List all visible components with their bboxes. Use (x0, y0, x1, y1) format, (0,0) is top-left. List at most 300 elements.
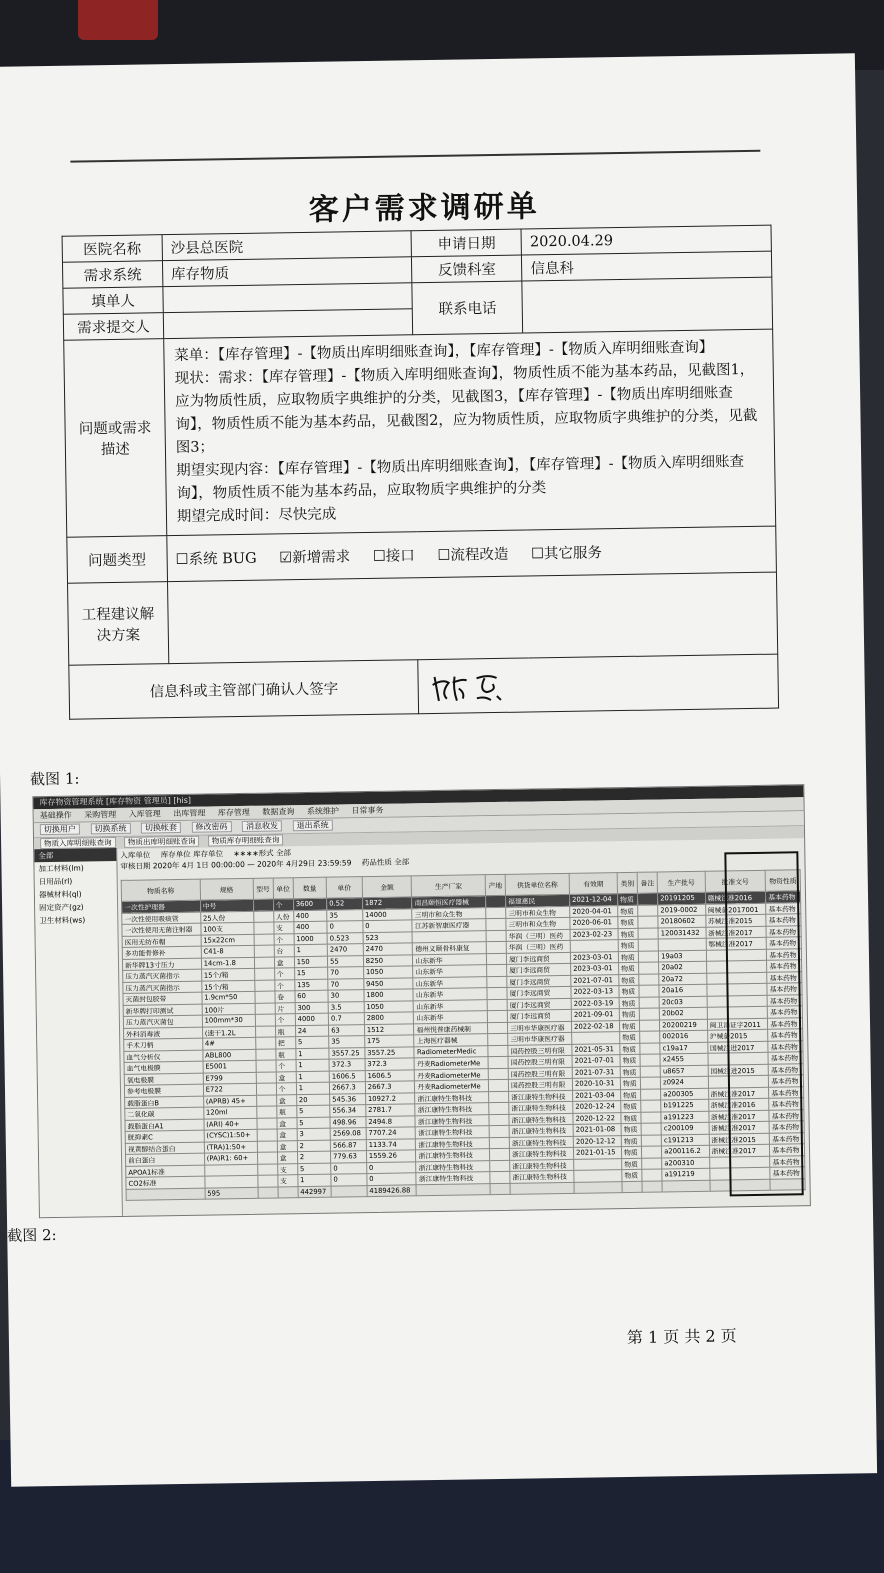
shot-table-cell: 2022-03-13 (571, 986, 619, 998)
shot-table-cell (639, 973, 659, 985)
shot-table-cell: 物质 (620, 1054, 640, 1066)
shot-table-cell: 2023-03-01 (571, 963, 619, 975)
shot-table-cell: 基本药物 (769, 1109, 804, 1121)
shot-table-cell: 2022-02-18 (572, 1020, 620, 1032)
shot-table-cell: 135 (294, 979, 328, 991)
shot-table-cell: 55 (327, 955, 363, 967)
shot-menu-item: 日常事务 (351, 805, 384, 816)
shot-table-cell: 山东新华 (413, 965, 487, 978)
shot-menu-item: 出库管理 (173, 808, 206, 819)
shot-table-cell: 523 (363, 931, 413, 943)
shot-table-cell: 压力蒸汽灭菌指示 (123, 969, 202, 982)
shot-table-cell (257, 1129, 277, 1141)
shot-table-cell (254, 934, 274, 946)
shot-table-cell (570, 940, 618, 952)
shot-table-cell: (TRA)1:50+ (204, 1141, 257, 1153)
shot-table-cell: 70 (328, 978, 364, 990)
desc-line-deadline: 期望完成时间：尽快完成 (176, 506, 337, 525)
shot-table-cell: 175 (364, 1035, 414, 1047)
shot-table-cell (254, 945, 274, 957)
shot-table-cell (254, 968, 274, 980)
shot-table-cell: 基本药物 (770, 1155, 805, 1167)
shot-table-cell: 血气分析仪 (124, 1050, 203, 1063)
shot-table-cell: 1800 (364, 989, 414, 1001)
shot-table-cell (487, 1022, 507, 1034)
dept-label: 反馈科室 (412, 255, 522, 283)
shot-table-cell: 2020-04-01 (570, 905, 618, 917)
shot-table-cell: 基本药物 (768, 1063, 803, 1075)
shot-table-cell: 372.3 (365, 1058, 415, 1070)
shot-table-cell: 物质 (618, 893, 638, 905)
shot-column-header: 单位 (273, 878, 293, 899)
shot-menu-item: 数据查询 (262, 807, 295, 817)
screenshot1-caption: 截图 1: (29, 769, 80, 789)
shot-table-cell: 60 (295, 990, 329, 1002)
shot-table-cell: 2021-05-31 (572, 1043, 620, 1055)
form-title: 客户需求调研单 (308, 189, 540, 228)
shot-table-cell: 基本药物 (770, 1144, 805, 1156)
shot-table-cell: 2021-09-01 (571, 1009, 619, 1021)
shot-table-cell (658, 938, 706, 950)
shot-table-cell: 人份 (273, 910, 293, 922)
shot-table-cell: 基本药物 (768, 1029, 803, 1041)
shot-table-cell (488, 1056, 508, 1068)
shot-table-cell: 63 (329, 1024, 365, 1036)
shot-table-cell: 浙江康特生物科技 (510, 1170, 574, 1183)
shot-table-cell: 前白蛋白 (125, 1153, 204, 1166)
shot-table-cell: 2021-01-15 (574, 1147, 622, 1159)
shot-total-cell (126, 1188, 205, 1201)
shot-table-cell (642, 1169, 662, 1181)
dept-value: 信息科 (522, 251, 772, 281)
shot-filter: 药品性质 全部 (361, 857, 410, 868)
shot-table-cell: 个 (276, 1083, 296, 1095)
shot-table-cell: 鄂械注准2017 (706, 937, 767, 949)
filler-label: 填单人 (63, 287, 163, 315)
shot-table-cell: 2494.8 (366, 1115, 416, 1127)
shot-table-cell (641, 1100, 661, 1112)
shot-table-cell: a191223 (661, 1111, 709, 1123)
shot-table-cell: 基本药物 (769, 1086, 804, 1098)
shot-table-cell: 2021-07-31 (572, 1066, 620, 1078)
shot-table-cell (253, 899, 273, 911)
shot-table-cell: 浙械注准2016 (708, 1098, 769, 1110)
shot-table-cell: 支 (278, 1175, 298, 1187)
shot-table-cell: 2020-12-24 (573, 1101, 621, 1113)
shot-table-cell (638, 950, 658, 962)
shot-total-cell (642, 1180, 662, 1192)
shot-table-cell: u8657 (660, 1065, 708, 1077)
shot-table-cell: 物质 (622, 1146, 642, 1158)
shot-table-cell: c19a17 (660, 1042, 708, 1054)
shot-table-cell: 外科消毒液 (124, 1027, 203, 1040)
shot-table-cell: 1606.5 (329, 1070, 365, 1082)
shot-table-cell: 100片 (202, 1003, 255, 1015)
shot-table-cell: 丹麦RadiometerMe (415, 1068, 489, 1081)
shot-table-cell: 基本药物 (767, 960, 802, 972)
shot-column-header: 类别 (617, 872, 637, 893)
shot-table-cell: 瓶 (276, 1048, 296, 1060)
shot-table-cell: 国药控股三明有限 (508, 1055, 572, 1068)
shot-table-cell: 支 (277, 1163, 297, 1175)
shot-table-cell (257, 1152, 277, 1164)
shot-table-cell: 基本药物 (769, 1121, 804, 1133)
shot-table-cell (641, 1134, 661, 1146)
shot-table-cell: 002016 (660, 1030, 708, 1042)
shot-table-cell: 15x22cm (201, 934, 254, 946)
shot-table-cell: 浙械注准2017 (709, 1144, 770, 1156)
shot-table-cell: (CYSC)1:50+ (204, 1129, 257, 1141)
shot-table-cell: 浙械注准2017 (708, 1087, 769, 1099)
shot-table-cell: 一次性护理器 (122, 900, 201, 913)
shot-filter: 审核日期 2020年 4月 1日 00:00:00 — 2020年 4月29日 23:59:59 (120, 858, 352, 871)
shot-table-cell: 新华牌打印测试 (123, 1004, 202, 1017)
shot-column-header: 批准文号 (705, 870, 766, 892)
apply-date-value: 2020.04.29 (521, 225, 771, 255)
hospital-value: 沙县总医院 (162, 231, 412, 261)
shot-menu-item: 入库管理 (128, 809, 161, 819)
shot-table-cell: 4# (202, 1037, 255, 1049)
type-option-new-request[interactable]: ☑新增需求 (279, 549, 351, 567)
shot-table-cell: 20191205 (658, 892, 706, 904)
shot-table-cell: (速干1.2L (202, 1026, 255, 1038)
shot-column-header: 物质名称 (121, 879, 200, 901)
shot-total-cell: 442997 (298, 1186, 332, 1198)
submitter-value (163, 309, 413, 339)
shot-window-title: 库存物资管理系统 [库存物资 管理员] [his] (33, 785, 803, 809)
shot-table-cell: 盒 (276, 1071, 296, 1083)
shot-column-header: 数量 (293, 877, 327, 899)
shot-table-cell: 个 (273, 899, 293, 911)
shot-table-cell: 物质 (619, 997, 639, 1009)
shot-table-cell: 山东新华 (413, 976, 487, 989)
shot-table-cell: 0.7 (328, 1013, 364, 1025)
shot-column-header: 备注 (637, 872, 657, 893)
shot-table-cell: RadiometerMedic (414, 1045, 488, 1058)
shot-total-cell (662, 1180, 710, 1192)
shot-table-cell: 浙江康特生物科技 (509, 1124, 573, 1137)
shot-table-cell: 20a72 (659, 973, 707, 985)
shot-table-cell: 苏械注准2015 (705, 914, 766, 926)
shot-table-cell (639, 962, 659, 974)
problem-description (164, 329, 776, 536)
shot-table-cell: 基本药物 (766, 937, 801, 949)
shot-table-cell: 浙江康特生物科技 (415, 1103, 489, 1116)
shot-table-cell: 丹麦RadiometerMe (415, 1080, 489, 1093)
shot-table-cell: 基本药物 (768, 1040, 803, 1052)
shot-table-cell (488, 1079, 508, 1091)
shot-table-cell: 7707.24 (366, 1127, 416, 1139)
shot-table-cell: 浙械注准2017 (706, 926, 767, 938)
shot-table-cell: 2021-12-04 (570, 894, 618, 906)
shot-table-cell: 国械注进2017 (707, 1041, 768, 1053)
shot-total-cell: 595 (205, 1187, 258, 1199)
shot-filter: ∗∗∗∗形式 全部 (233, 848, 292, 859)
shot-table-cell: 2020-10-31 (572, 1078, 620, 1090)
shot-table-cell (257, 1175, 277, 1187)
shot-table-cell: 瓶 (276, 1106, 296, 1118)
shot-table-cell: 三明市和众生物 (506, 906, 570, 919)
shot-table-cell: 150 (294, 956, 328, 968)
shot-table-cell: ABL800 (203, 1049, 256, 1061)
shot-table-cell (255, 1014, 275, 1026)
system-value: 库存物质 (162, 257, 412, 287)
shot-table-cell: 5 (297, 1117, 331, 1129)
apply-date-label: 申请日期 (411, 229, 521, 257)
shot-table-cell: 1050 (364, 1000, 414, 1012)
shot-column-header: 规格 (200, 878, 253, 900)
shot-table-cell: 3557.25 (365, 1046, 415, 1058)
phone-label: 联系电话 (412, 281, 523, 335)
shot-table-cell: 1.9cm*50 (202, 991, 255, 1003)
shot-menu-item: 基础操作 (39, 810, 72, 821)
shot-table-cell (640, 1019, 660, 1031)
shot-total-cell (278, 1186, 298, 1198)
shot-table-cell: 20200219 (660, 1019, 708, 1031)
shot-table-cell: 浙江康特生物科技 (416, 1149, 490, 1162)
shot-table-cell: (APRB) 45+ (203, 1095, 256, 1107)
shot-table-cell (574, 1158, 622, 1170)
shot-table-cell: 566.87 (330, 1139, 366, 1151)
shot-table-cell: 物质 (618, 951, 638, 963)
shot-table-cell: 基本药物 (767, 971, 802, 983)
request-form-table (62, 225, 780, 720)
shot-table-cell (487, 964, 507, 976)
shot-table-cell: 浙江康特生物科技 (510, 1159, 574, 1172)
shot-table-cell: 浙江康特生物科技 (416, 1160, 490, 1173)
shot-table-cell: 血气电极膜 (124, 1061, 203, 1074)
shot-table-cell: 物质 (622, 1169, 642, 1181)
shot-table-cell: 0 (363, 920, 413, 932)
shot-table-cell: 个 (274, 979, 294, 991)
shot-table-cell: 10927.2 (365, 1092, 415, 1104)
shot-tree-item: 器械材料(ql) (38, 889, 82, 900)
shot-table-cell: 4000 (295, 1013, 329, 1025)
screenshot2-caption: 截图 2: (7, 1225, 57, 1245)
shot-table-cell: 物质 (618, 905, 638, 917)
type-option-bug[interactable]: ☐系统 BUG (175, 550, 257, 569)
shot-table-cell: 物质 (619, 974, 639, 986)
shot-grid (121, 869, 806, 1201)
shot-table-cell: (ARI) 40+ (204, 1118, 257, 1130)
shot-table-cell: 3557.25 (329, 1047, 365, 1059)
shot-table-cell: 物质 (620, 1066, 640, 1078)
shot-table-cell: 基本药物 (766, 902, 801, 914)
shot-table-cell: 20a16 (659, 984, 707, 996)
shot-table-cell (256, 1060, 276, 1072)
shot-table-cell: 浙江康特生物科技 (416, 1126, 490, 1139)
shot-table-cell: 30 (328, 990, 364, 1002)
type-option-interface[interactable]: ☐接口 (372, 548, 415, 565)
shot-table-cell (254, 957, 274, 969)
shot-column-header: 产地 (485, 874, 505, 895)
shot-table-cell: 20180602 (658, 915, 706, 927)
shot-table-cell (638, 904, 658, 916)
shot-table-cell: 支 (274, 922, 294, 934)
desc-line-status: 现状：需求：【库存管理】-【物质入库明细账查询】，物质性质不能为基本药品，见截图1，应为物质性质，应取物质字典维护的分类，见截图3，【库存管理】-【物质出库明细账查询】，物质性质不能为基本药品，见截图2，应为物质性质，应取物质字典维护的分类，见截图3； (174, 361, 758, 456)
shot-table-cell: 0 (331, 1174, 367, 1186)
shot-table-cell: 20 (296, 1094, 330, 1106)
problem-label: 问题或需求描述 (64, 339, 167, 538)
shot-table-cell: 2020-06-01 (570, 917, 618, 929)
shot-table-cell (486, 930, 506, 942)
shot-table-cell: 1133.74 (366, 1138, 416, 1150)
shot-table-cell: 基本药物 (767, 994, 802, 1006)
shot-table-cell: 物质 (622, 1158, 642, 1170)
shot-table-cell: 江苏新智康医疗器 (412, 919, 486, 932)
shot-table-cell: 华润（三明）医药 (506, 940, 570, 953)
shot-table-cell: 2470 (327, 944, 363, 956)
shot-table-cell: 35 (329, 1036, 365, 1048)
shot-table-cell (572, 1032, 620, 1044)
shot-table-cell: 个 (275, 1014, 295, 1026)
shot-table-cell: 25人份 (200, 911, 253, 923)
shot-table-cell: 2 (297, 1151, 331, 1163)
shot-table-cell: 个 (274, 968, 294, 980)
shot-table-cell: 三明市和众生物 (412, 907, 486, 920)
shot-table-cell: 2022-03-19 (571, 997, 619, 1009)
shot-table-cell (641, 1088, 661, 1100)
shot-table-cell: 山东新华 (414, 1011, 488, 1024)
shot-table-cell: 赣械注准2016 (705, 891, 766, 903)
shot-total-cell (574, 1181, 622, 1193)
shot-table-cell: 国药控股三明有限 (508, 1067, 572, 1080)
shot-table-cell: a200310 (662, 1157, 710, 1169)
shot-table-cell: 上海医疗器械 (414, 1034, 488, 1047)
shot-table-cell: 100支 (201, 922, 254, 934)
type-option-process[interactable]: ☐流程改造 (437, 546, 509, 564)
shot-table-cell: 三明市华康医疗器 (508, 1032, 572, 1045)
shot-table-cell: 沪械备2015 (707, 1029, 768, 1041)
type-option-other[interactable]: ☐其它服务 (530, 545, 603, 563)
shot-table-cell (640, 1031, 660, 1043)
shot-table-cell: 载脂蛋白B (125, 1096, 204, 1109)
shot-table-cell: E799 (203, 1072, 256, 1084)
shot-table-cell: 南昌颐恒医疗器械 (412, 896, 486, 909)
shot-table-cell: 0.52 (327, 898, 363, 910)
shot-table-cell: 灭菌封包胶带 (123, 992, 202, 1005)
shot-table-cell: 15 (294, 967, 328, 979)
shot-table-cell (488, 1068, 508, 1080)
shot-table-cell: 基本药物 (767, 983, 802, 995)
shot-table-cell (204, 1164, 257, 1176)
shot-table-cell: 视黄醇结合蛋白 (125, 1142, 204, 1155)
shot-table-cell: 2569.08 (330, 1128, 366, 1140)
shot-table-cell: 2667.3 (329, 1082, 365, 1094)
shot-table-cell: 24 (295, 1025, 329, 1037)
shot-toolbar-button: 修改密码 (191, 821, 231, 833)
shot-table-cell: 1 (298, 1174, 332, 1186)
shot-table-cell (257, 1117, 277, 1129)
shot-table-cell: 压力蒸汽灭菌包 (123, 1015, 202, 1028)
signature-image (427, 665, 518, 706)
shot-table-cell: 14cm-1.8 (201, 957, 254, 969)
shot-table-cell: 厦门李远商贸 (507, 1009, 571, 1022)
shot-table-cell (255, 1003, 275, 1015)
shot-column-header: 型号 (253, 878, 273, 899)
highlight-box (724, 851, 803, 1196)
desc-line-menu: 菜单：【库存管理】-【物质出库明细账查询】，【库存管理】-【物质入库明细账查询】 (174, 339, 714, 365)
shot-table-cell: 把 (275, 1037, 295, 1049)
shot-table-cell (488, 1033, 508, 1045)
solution-label: 工程建议解决方案 (68, 582, 169, 666)
shot-table-cell: 厦门李远商贸 (507, 975, 571, 988)
signature-cell (418, 654, 778, 714)
shot-filter: 入库单位 (120, 850, 151, 860)
shot-table-cell: 三明市和众生物 (506, 917, 570, 930)
shot-table-cell: 压力蒸汽灭菌指示 (123, 981, 202, 994)
shot-table-cell: 物质 (620, 1043, 640, 1055)
shot-table-cell: a191219 (662, 1168, 710, 1180)
shot-table-cell: a200305 (661, 1088, 709, 1100)
shot-table-cell: 15个/箱 (201, 968, 254, 980)
shot-table-cell (485, 895, 505, 907)
shot-table-cell (641, 1123, 661, 1135)
shot-table-cell: 100mm*30 (202, 1014, 255, 1026)
shot-table-cell: 盒 (277, 1140, 297, 1152)
shot-table-cell: 国药控股三明有限 (508, 1078, 572, 1091)
shot-table-cell: 胱抑素C (125, 1130, 204, 1143)
shot-table-cell (486, 918, 506, 930)
shot-table-cell: 物质 (618, 916, 638, 928)
shot-table-cell: 0 (366, 1161, 416, 1173)
shot-table-cell (640, 1065, 660, 1077)
shot-table-cell: 1 (296, 1071, 330, 1083)
shot-table-cell: 物质 (621, 1089, 641, 1101)
shot-table-cell (253, 922, 273, 934)
shot-table-cell: 盒 (276, 1094, 296, 1106)
shot-table-cell: 556.34 (330, 1105, 366, 1117)
shot-table-cell: 浙江康特生物科技 (416, 1137, 490, 1150)
shot-table-cell: 个 (274, 933, 294, 945)
shot-table-cell (255, 991, 275, 1003)
shot-table-cell (486, 907, 506, 919)
shot-table-cell: 400 (294, 921, 328, 933)
shot-table-cell: 瓶 (275, 1025, 295, 1037)
filler-value (163, 283, 413, 313)
shot-table-cell (257, 1140, 277, 1152)
shot-table-cell: 基本药物 (768, 1017, 803, 1029)
shot-toolbar-button: 切换帐套 (141, 822, 181, 834)
shot-table-cell: 福州悦普康药械制 (414, 1022, 488, 1035)
shot-table-cell: 物质 (618, 928, 638, 940)
shot-menu-item: 采购管理 (84, 809, 117, 820)
shot-table-cell: 372.3 (329, 1059, 365, 1071)
shot-table-cell (488, 1045, 508, 1057)
shot-table-cell: 2019-0002 (658, 904, 706, 916)
desc-line-expect: 期望实现内容：【库存管理】-【物质出库明细账查询】，【库存管理】-【物质入库明细账查询】，物质性质不能为基本药品，应取物质字典维护的分类 (176, 454, 745, 502)
shot-table-cell: c191213 (661, 1134, 709, 1146)
shot-table-cell: 浙械注准2015 (709, 1133, 770, 1145)
shot-table-cell (490, 1171, 510, 1183)
shot-tree-item: 卫生材料(ws) (39, 915, 86, 926)
shot-table-cell: 一次性使用吸痰管 (122, 912, 201, 925)
shot-toolbar-button: 退出系统 (293, 820, 333, 832)
shot-tab: 物质库存明细账查询 (208, 834, 284, 846)
shot-table-cell: 浙江康特生物科技 (509, 1090, 573, 1103)
shot-table-cell (255, 1049, 275, 1061)
shot-table-cell (254, 980, 274, 992)
shot-table-cell: 基本药物 (769, 1098, 804, 1110)
shot-table-cell: 2 (297, 1140, 331, 1152)
shot-tab: 物质入库明细账查询 (40, 837, 116, 849)
shot-table-cell: 1559.26 (366, 1150, 416, 1162)
shot-table-cell: 山东新华 (413, 988, 487, 1001)
shot-table (121, 869, 806, 1201)
shot-tree (34, 848, 123, 1217)
shot-table-cell: 基本药物 (767, 948, 802, 960)
shot-table-cell: 1 (294, 944, 328, 956)
